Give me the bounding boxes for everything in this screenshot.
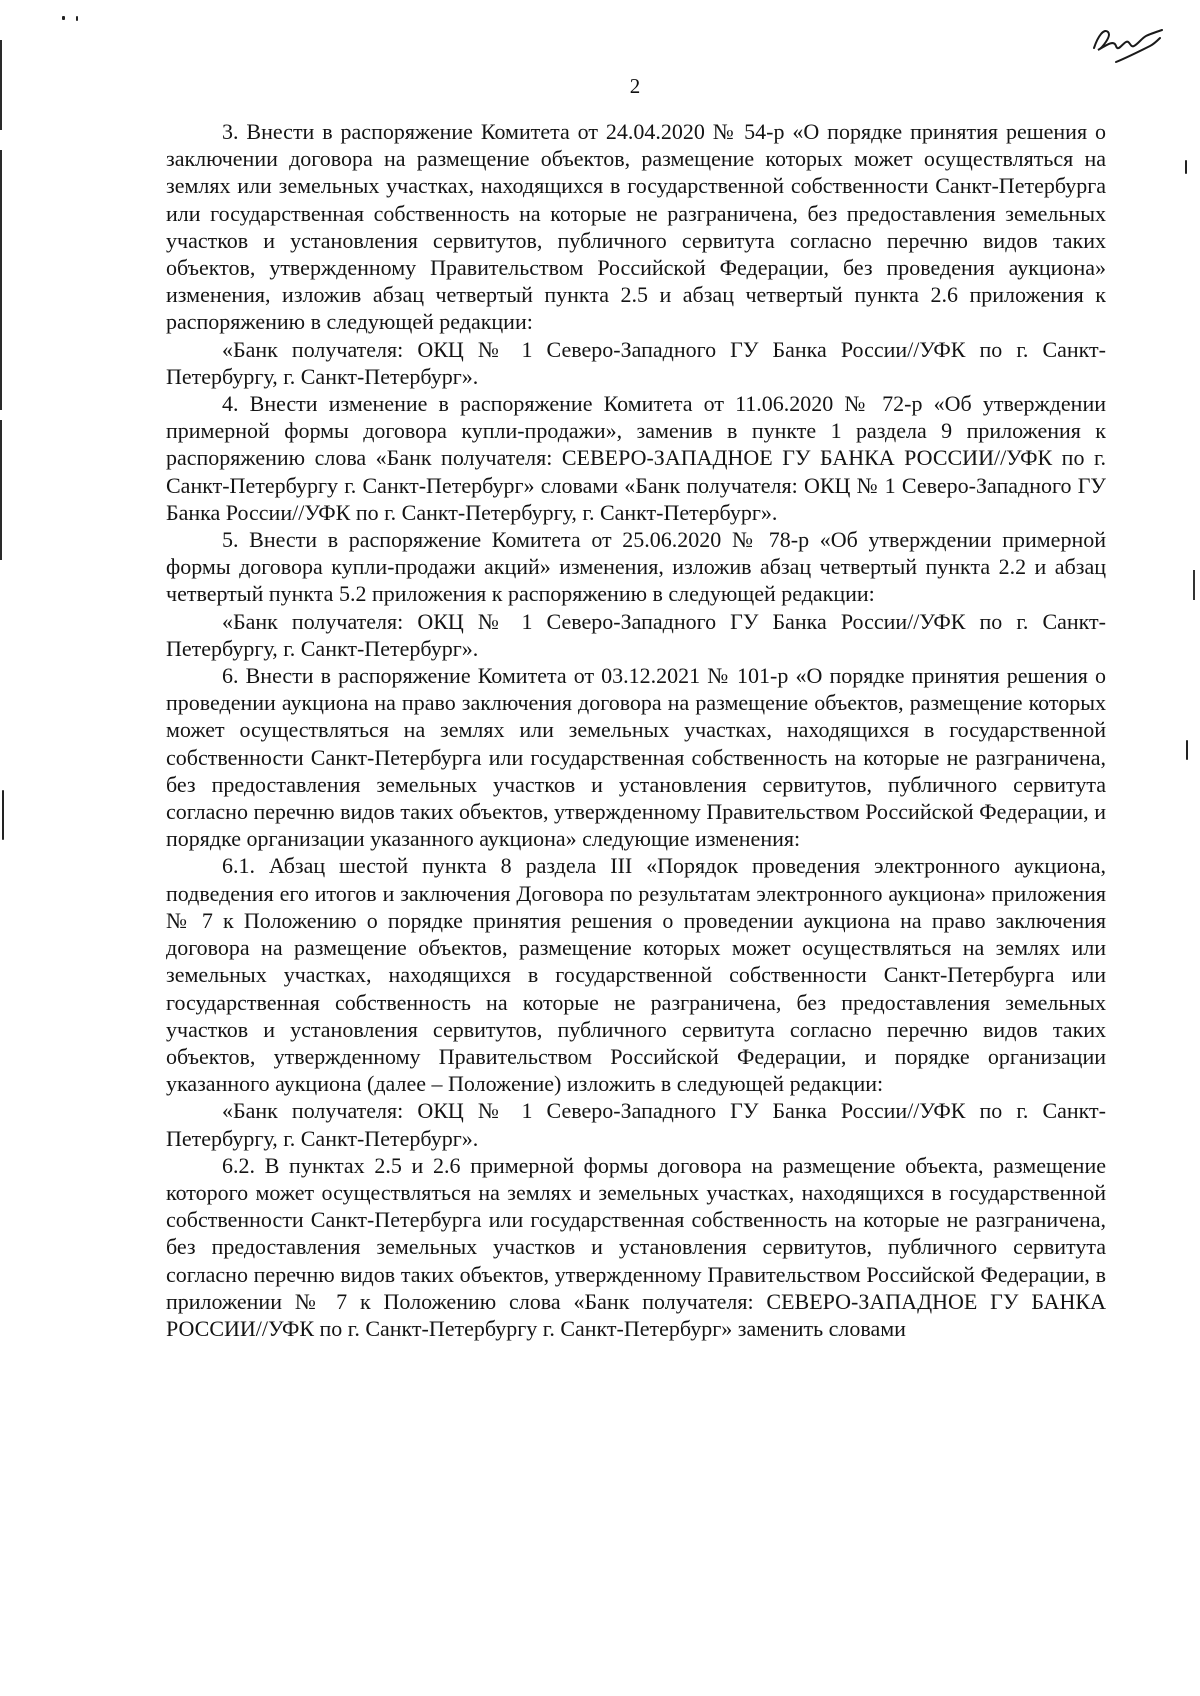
scan-speck [1186,740,1188,760]
paragraph-item-6-2: 6.2. В пунктах 2.5 и 2.6 примерной формы договора на размещение объекта, размещение которого может осуществляться на землях и земельных участках, находящихся в государственной собственности Санкт-Петербурга или государственная собственность на которые не разграничена, без предоставления земельных участков и установления сервитутов, публичного сервитута согласно перечню видов таких объектов, утвержденному Правительством Российской Федерации, в приложении № 7 к Положению слова «Банк получателя: СЕВЕРО-ЗАПАДНОЕ ГУ БАНКА РОССИИ//УФК по г. Санкт-Петербургу г. Санкт-Петербург» заменить словами [166,1152,1106,1341]
scan-speck [62,16,65,20]
paragraph-bank-quote: «Банк получателя: ОКЦ № 1 Северо-Западного ГУ Банка России//УФК по г. Санкт-Петербургу, г. Санкт-Петербург». [166,336,1106,389]
scan-edge-mark [0,150,2,410]
scan-edge-mark [0,420,2,560]
paragraph-bank-quote: «Банк получателя: ОКЦ № 1 Северо-Западного ГУ Банка России//УФК по г. Санкт-Петербургу, г. Санкт-Петербург». [166,608,1106,661]
document-body [166,118,1106,1342]
handwritten-initials-signature [1086,18,1166,70]
paragraph-item-6: 6. Внести в распоряжение Комитета от 03.12.2021 № 101-р «О порядке принятия решения о проведении аукциона на право заключения договора на размещение объектов, размещение которых может осуществляться на землях или земельных участках, находящихся в государственной собственности Санкт-Петербурга или государственная собственность на которые не разграничена, без предоставления земельных участков и установления сервитутов, публичного сервитута согласно перечню видов таких объектов, утвержденному Правительством Российской Федерации, и порядке организации указанного аукциона» следующие изменения: [166,663,1106,852]
paragraph-bank-quote: «Банк получателя: ОКЦ № 1 Северо-Западного ГУ Банка России//УФК по г. Санкт-Петербургу, г. Санкт-Петербург». [166,1098,1106,1151]
scan-speck [76,16,78,21]
page-number: 2 [629,74,641,98]
scan-speck [2,790,4,840]
paragraph-item-4: 4. Внести изменение в распоряжение Комитета от 11.06.2020 № 72-р «Об утверждении примерной формы договора купли-продажи», заменив в пункте 1 раздела 9 приложения к распоряжению слова «Банк получателя: СЕВЕРО-ЗАПАДНОЕ ГУ БАНКА РОССИИ//УФК по г. Санкт-Петербургу г. Санкт-Петербург» словами «Банк получателя: ОКЦ № 1 Северо-Западного ГУ Банка России//УФК по г. Санкт-Петербургу, г. Санкт-Петербург». [166,391,1106,525]
paragraph-item-5: 5. Внести в распоряжение Комитета от 25.06.2020 № 78-р «Об утверждении примерной формы договора купли-продажи акций» изменения, изложив абзац четвертый пункта 2.2 и абзац четвертый пункта 5.2 приложения к распоряжению в следующей редакции: [166,527,1106,607]
paragraph-item-3: 3. Внести в распоряжение Комитета от 24.04.2020 № 54-р «О порядке принятия решения о заключении договора на размещение объектов, размещение которых может осуществляться на землях или земельных участках, находящихся в государственной собственности Санкт-Петербурга или государственная собственность на которые не разграничена, без предоставления земельных участков и установления сервитутов, публичного сервитута согласно перечню видов таких объектов, утвержденному Правительством Российской Федерации, без проведения аукциона» изменения, изложив абзац четвертый пункта 2.5 и абзац четвертый пункта 2.6 приложения к распоряжению в следующей редакции: [166,119,1106,335]
paragraph-item-6-1: 6.1. Абзац шестой пункта 8 раздела III «Порядок проведения электронного аукциона, подведения его итогов и заключения Договора по результатам электронного аукциона» приложения № 7 к Положению о порядке принятия решения о проведении аукциона на право заключения договора на размещение объектов, размещение которых может осуществляться на землях или земельных участках, находящихся в государственной собственности Санкт-Петербурга или государственная собственность на которые не разграничена, без предоставления земельных участков и установления сервитутов, публичного сервитута согласно перечню видов таких объектов, утвержденному Правительством Российской Федерации, и порядке организации указанного аукциона (далее – Положение) изложить в следующей редакции: [166,853,1106,1097]
scan-speck [1185,160,1187,174]
scan-edge-mark [1193,570,1195,600]
